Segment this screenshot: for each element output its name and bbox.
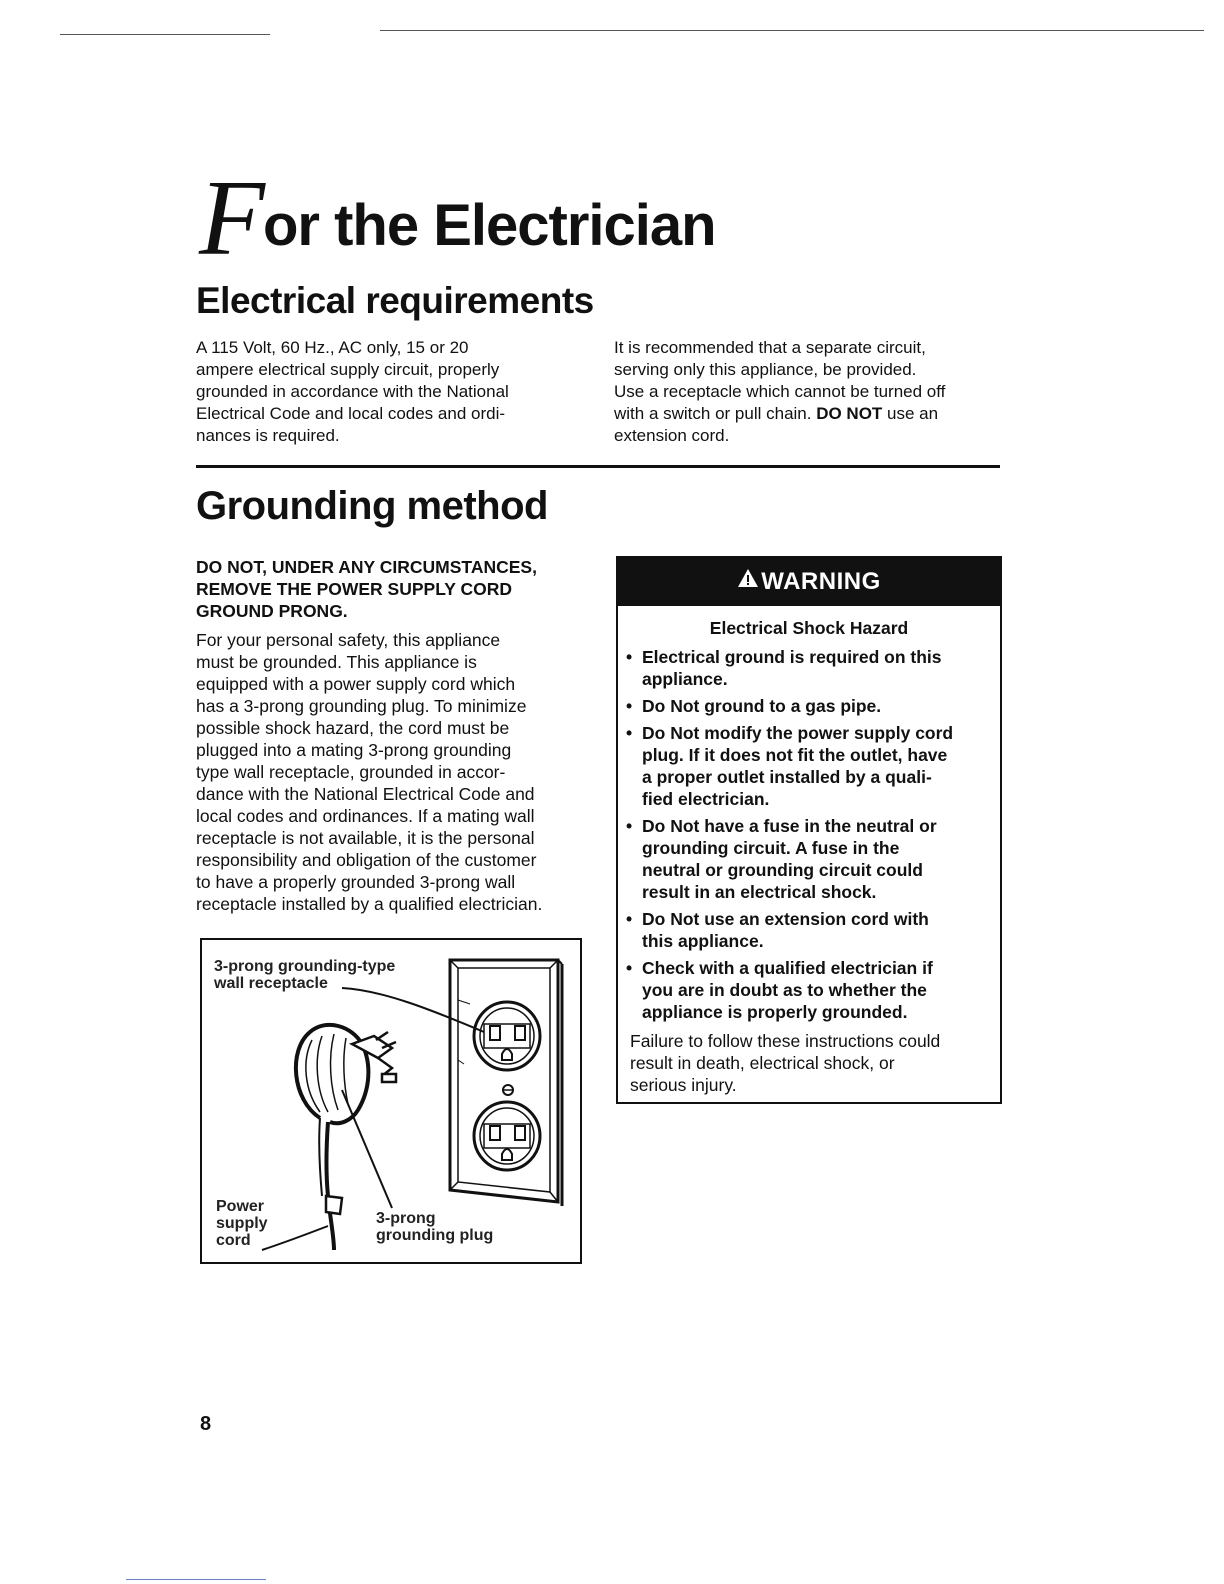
grounding-line: responsibility and obligation of the customer: [196, 850, 537, 870]
page-number: 8: [200, 1413, 212, 1435]
scan-line-top-right: [380, 30, 1204, 31]
warning-footer-line: Failure to follow these instructions could: [630, 1031, 941, 1051]
grounding-line: must be grounded. This appliance is: [196, 652, 477, 672]
electrical-left-line: nances is required.: [196, 426, 340, 445]
page-title: [195, 159, 895, 278]
electrical-left-line: Electrical Code and local codes and ordi-: [196, 404, 506, 423]
electrical-left-paragraph: [196, 337, 596, 447]
bullet: •: [626, 647, 633, 667]
caps-line: GROUND PRONG.: [196, 601, 348, 621]
warning-header-text: WARNING: [761, 568, 881, 595]
warning-item-line: grounding circuit. A fuse in the: [642, 838, 900, 858]
grounding-line: type wall receptacle, grounded in accor-: [196, 762, 506, 782]
electrical-right-paragraph: [614, 337, 1004, 447]
warning-triangle-icon: [737, 557, 759, 605]
bullet: •: [626, 723, 633, 743]
warning-item: [626, 695, 996, 717]
warning-item: [626, 957, 996, 1023]
electrical-right-line: It is recommended that a separate circuit,: [614, 338, 926, 357]
electrical-left-line: grounded in accordance with the National: [196, 382, 509, 401]
right-line-post: use an: [882, 404, 939, 423]
warning-item-line: Do Not use an extension cord with: [642, 909, 929, 929]
warning-item: [626, 646, 996, 690]
label-plug-line: grounding plug: [376, 1227, 494, 1244]
warning-item-line: Check with a qualified electrician if: [642, 958, 933, 978]
bullet: •: [626, 696, 633, 716]
grounding-caps-warning: [196, 556, 591, 622]
label-cord-line: Power: [216, 1198, 265, 1215]
warning-subheading: Electrical Shock Hazard: [709, 618, 909, 638]
warning-footer-line: result in death, electrical shock, or: [630, 1053, 895, 1073]
grounding-line: possible shock hazard, the cord must be: [196, 718, 510, 738]
label-cord-line: supply: [216, 1215, 268, 1232]
grounding-body: [196, 629, 591, 915]
caps-line: REMOVE THE POWER SUPPLY CORD: [196, 579, 513, 599]
grounding-line: receptacle is not available, it is the personal: [196, 828, 535, 848]
label-receptacle-line: 3-prong grounding-type: [214, 958, 396, 975]
electrical-left-line: ampere electrical supply circuit, properly: [196, 360, 500, 379]
grounding-line: For your personal safety, this appliance: [196, 630, 501, 650]
warning-box: [616, 556, 1002, 1104]
warning-item-line: Do Not ground to a gas pipe.: [642, 696, 882, 716]
warning-item: [626, 815, 996, 903]
warning-item: [626, 908, 996, 952]
grounding-line: equipped with a power supply cord which: [196, 674, 516, 694]
label-wall-receptacle: [214, 958, 395, 992]
grounding-line: local codes and ordinances. If a mating wall: [196, 806, 535, 826]
scan-line-top-left: [60, 34, 270, 35]
label-receptacle-line: wall receptacle: [214, 975, 328, 992]
label-plug-line: 3-prong: [376, 1210, 436, 1227]
scan-line-bottom: [126, 1579, 266, 1580]
wall-receptacle-illustration: [450, 960, 562, 1206]
label-power-supply-cord: [216, 1198, 268, 1249]
bullet: •: [626, 909, 633, 929]
warning-footer: [630, 1030, 990, 1096]
grounding-line: to have a properly grounded 3-prong wall: [196, 872, 516, 892]
warning-item-line: neutral or grounding circuit could: [642, 860, 923, 880]
warning-list: [626, 646, 996, 1028]
grounding-heading: Grounding method: [196, 484, 548, 528]
electrical-left-line: A 115 Volt, 60 Hz., AC only, 15 or 20: [196, 338, 469, 357]
warning-header: [618, 558, 1000, 606]
section-divider: [196, 465, 1000, 468]
electrical-right-line: extension cord.: [614, 426, 730, 445]
electrical-right-line: Use a receptacle which cannot be turned off: [614, 382, 946, 401]
caps-line: DO NOT, UNDER ANY CIRCUMSTANCES,: [196, 557, 537, 577]
bullet: •: [626, 816, 633, 836]
label-cord-line: cord: [216, 1232, 251, 1249]
warning-item-line: Electrical ground is required on this: [642, 647, 942, 667]
right-line-pre: with a switch or pull chain.: [614, 404, 817, 423]
electrical-right-line: serving only this appliance, be provided.: [614, 360, 917, 379]
do-not-emphasis: DO NOT: [816, 404, 883, 423]
title-dropcap: F: [199, 159, 265, 278]
warning-item-line: you are in doubt as to whether the: [642, 980, 927, 1000]
warning-item-line: fied electrician.: [642, 789, 770, 809]
warning-item-line: appliance is properly grounded.: [642, 1002, 908, 1022]
warning-item-line: a proper outlet installed by a quali-: [642, 767, 932, 787]
electrical-right-line: [614, 403, 1004, 425]
warning-item-line: Do Not have a fuse in the neutral or: [642, 816, 937, 836]
grounding-line: dance with the National Electrical Code and: [196, 784, 535, 804]
warning-item: [626, 722, 996, 810]
title-text: or the Electrician: [263, 193, 716, 258]
warning-item-line: Do Not modify the power supply cord: [642, 723, 954, 743]
electrical-heading: Electrical requirements: [196, 280, 594, 321]
warning-item-line: plug. If it does not fit the outlet, have: [642, 745, 948, 765]
warning-item-line: result in an electrical shock.: [642, 882, 877, 902]
grounding-plug-figure: [200, 938, 582, 1264]
bullet: •: [626, 958, 633, 978]
grounding-line: has a 3-prong grounding plug. To minimize: [196, 696, 527, 716]
grounding-line: plugged into a mating 3-prong grounding: [196, 740, 512, 760]
warning-item-line: this appliance.: [642, 931, 764, 951]
label-grounding-plug: [376, 1210, 493, 1244]
grounding-line: receptacle installed by a qualified electrician.: [196, 894, 543, 914]
warning-item-line: appliance.: [642, 669, 728, 689]
warning-footer-line: serious injury.: [630, 1075, 737, 1095]
